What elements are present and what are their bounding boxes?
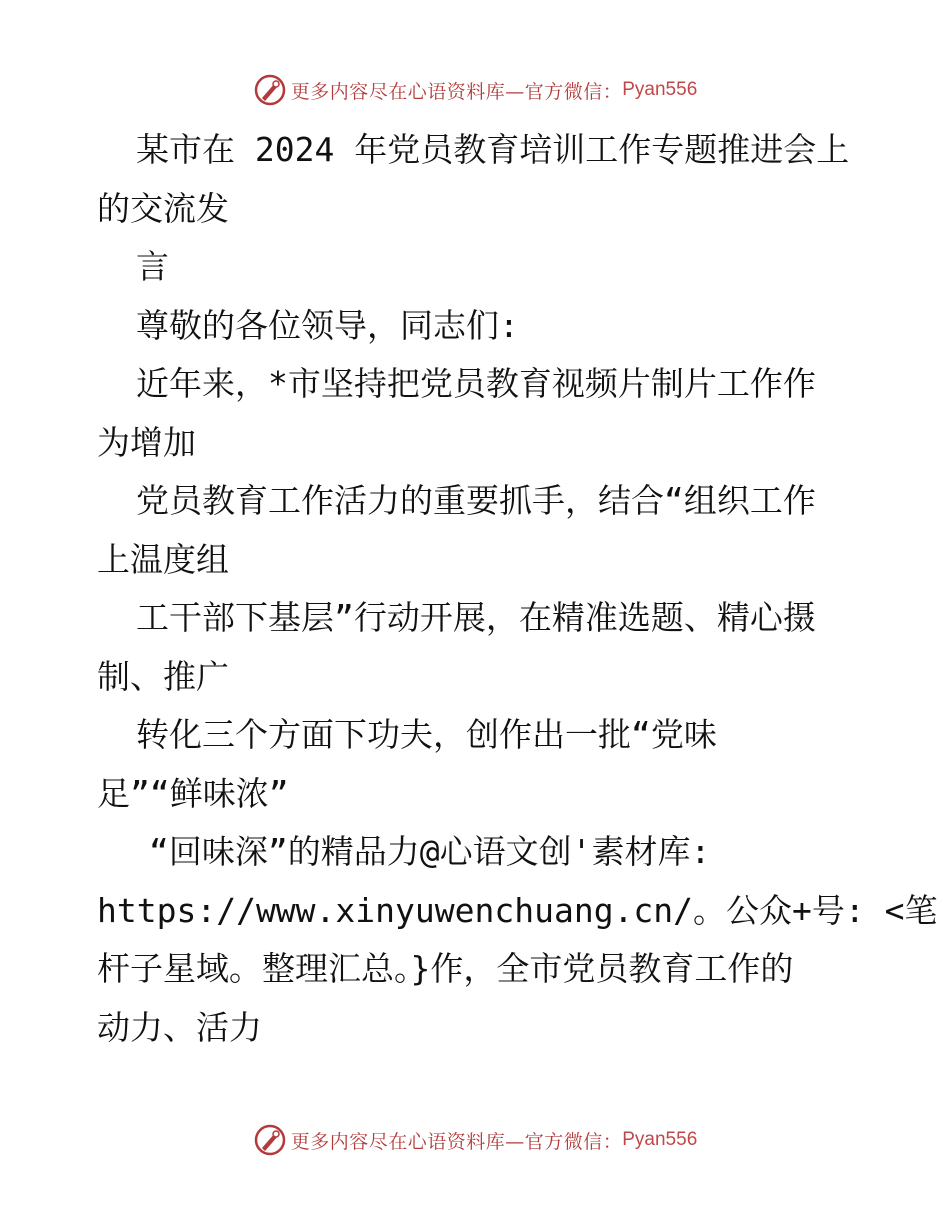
text-line: 工干部下基层”行动开展，在精准选题、精心摄 <box>136 598 816 637</box>
text-line: 杆子星域。整理汇总。}作，全市党员教育工作的 <box>97 949 794 988</box>
text-line: 上温度组 <box>97 539 229 579</box>
text-line: 为增加 <box>97 422 196 462</box>
text-line: 尊敬的各位领导，同志们: <box>136 305 519 345</box>
footer-watermark <box>0 1120 950 1160</box>
text-line: “回味深”的精品力@心语文创'素材库: <box>149 832 711 871</box>
text-line: https://www.xinyuwenchuang.cn/。公众+号: <笔 <box>97 890 938 930</box>
banner-wechat-id: Pyan556 <box>622 79 698 100</box>
text-line: 某市在 2024 年党员教育培训工作专题推进会上 <box>136 130 850 169</box>
banner-wechat-id: Pyan556 <box>622 1129 698 1150</box>
text-line: 制、推广 <box>97 656 229 696</box>
text-line: 言 <box>136 247 169 286</box>
text-line: 近年来，*市坚持把党员教育视频片制片工作作 <box>136 364 816 403</box>
document-body <box>97 121 938 1057</box>
pen-logo-icon <box>253 73 287 107</box>
text-line: 足”“鲜味浓” <box>97 773 289 813</box>
text-line: 的交流发 <box>97 188 229 228</box>
pen-logo-icon <box>253 1123 287 1157</box>
banner-text: 更多内容尽在心语资料库—官方微信： <box>290 80 623 103</box>
text-line: 党员教育工作活力的重要抓手，结合“组织工作 <box>136 481 816 520</box>
header-watermark <box>0 70 950 110</box>
text-line: 动力、活力 <box>97 1007 262 1047</box>
text-line: 转化三个方面下功夫，创作出一批“党味 <box>136 715 717 754</box>
banner-text: 更多内容尽在心语资料库—官方微信： <box>290 1130 623 1153</box>
